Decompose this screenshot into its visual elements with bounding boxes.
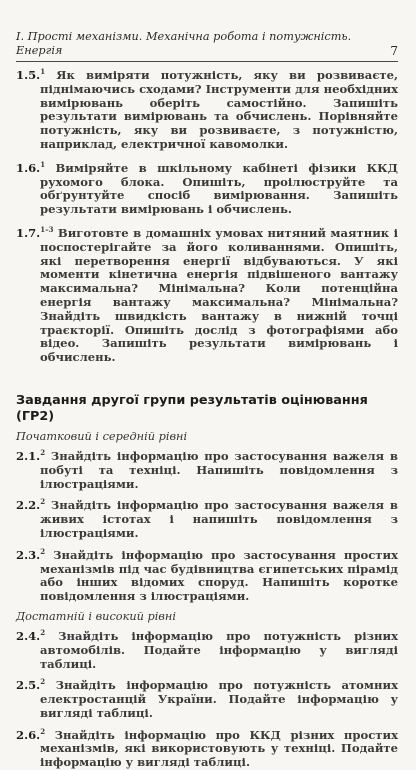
task-text: Знайдіть інформацію про потужність різних автомобілів. Подайте інформацію у вигляді таблиці. [40,628,398,671]
task-number: 1.5. [16,68,41,82]
task-text: Знайдіть інформацію про застосування важеля в побуті та техніці. Напишіть повідомлення з ілюстраціями. [40,448,398,491]
task-2-2 [16,499,398,540]
task-level-mark: 2 [40,546,46,556]
task-2-5 [16,679,398,720]
task-text: Знайдіть інформацію про застосування важеля в живих істотах і напишіть повідомлення з ілюстраціями. [40,498,398,540]
task-1-7 [16,227,398,365]
header-title: І. Прості механізми. Механічна робота і потужність. Енергія [16,30,352,57]
running-header [16,0,398,62]
task-level-mark: 2 [40,677,46,687]
task-number: 2.5. [16,678,41,693]
task-number: 2.3. [16,547,41,562]
task-level-mark: 1–3 [40,225,54,235]
level-subtitle-advanced: Достатній і високий рівні [16,609,176,623]
task-2-6 [16,726,398,770]
level-subtitle-basic: Початковий і середній рівні [16,429,188,443]
task-level-mark: 1 [40,67,46,77]
task-level-mark: 2 [40,726,46,736]
task-level-mark: 2 [40,448,46,458]
task-level-mark: 2 [40,628,46,638]
task-level-mark: 1 [40,159,46,169]
task-text: Знайдіть інформацію про ККД різних простих механізмів, які використовують у техніці. Подайте інформацію у вигляді таблиці. [40,727,398,770]
task-1-5 [16,69,398,152]
task-number: 2.2. [16,498,41,513]
page-number: 7 [390,44,398,58]
task-text: Знайдіть інформацію про потужність атомних електростанцій України. Подайте інформацію у вигляді таблиці. [40,678,398,720]
task-number: 2.6. [16,727,41,742]
task-number: 2.1. [16,448,41,463]
task-1-6 [16,159,398,217]
task-text: Знайдіть інформацію про застосування простих механізмів під час будівництва єгипетських пірамід або інших відомих споруд. Напишіть коротке повідомлення з ілюстраціями. [40,547,398,604]
task-number: 1.7. [16,225,41,240]
task-text: Як виміряти потужність, яку ви розвиваєте, піднімаючись сходами? Інструменти для необхідних вимірювань оберіть самостійно. Запишіть результати вимірювань та обчислень. Порівняйте потужність, яку ви розвиваєте, з потужністю, наприклад, електричної кавомолки. [40,68,398,151]
task-number: 2.4. [16,628,41,643]
task-text: Виміряйте в шкільному кабінеті фізики ККД рухомого блока. Опишіть, проілюструйте та обґрунтуйте спосіб вимірювання. Запишіть результати вимірювань і обчислень. [40,160,398,217]
task-level-mark: 2 [40,497,46,507]
task-2-4 [16,630,398,671]
section-title: Завдання другої групи результатів оцінювання (ГР2) [16,392,368,424]
task-text: Виготовте в домашніх умовах нитяний маятник і поспостерігайте за його коливаннями. Опишіть, які перетворення енергії відбуваються. У які моменти кінетична енергія підвішеного вантажу максимальна? Мінімальна? Коли потенційна енергія вантажу максимальна? Мінімальна? Знайдіть швидкість вантажу в нижній точці траєкторії. Опишіть дослід з фотографіями або відео. Запишіть результати вимірювань і обчислень. [40,225,399,365]
task-2-1 [16,450,398,491]
task-2-3 [16,546,398,604]
task-number: 1.6. [16,160,41,175]
